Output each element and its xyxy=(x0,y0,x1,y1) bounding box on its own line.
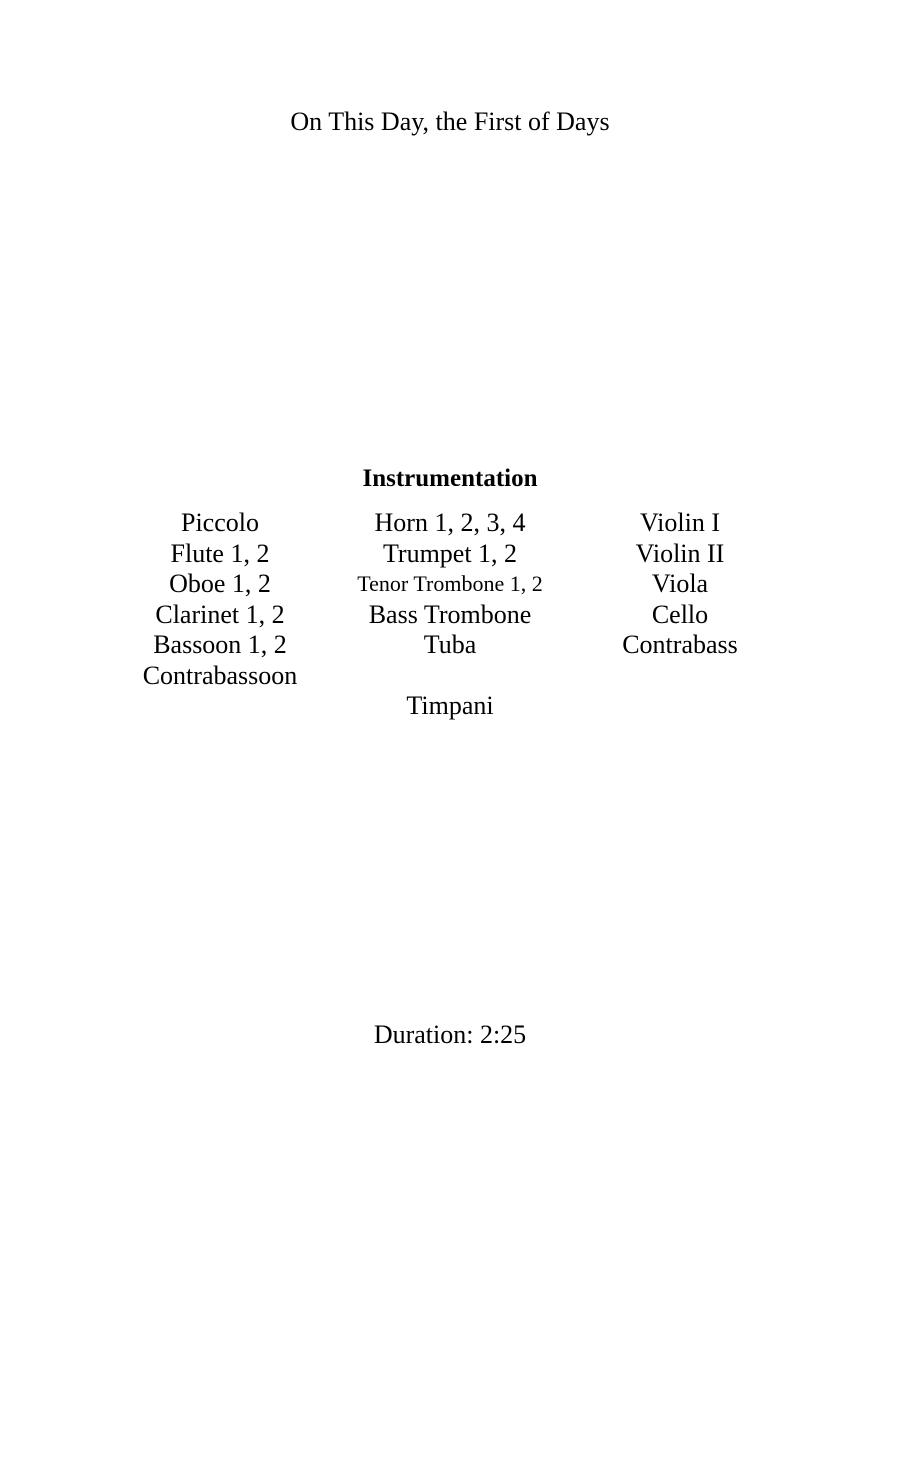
strings-column xyxy=(580,508,780,661)
instrument-item: Violin II xyxy=(635,538,725,568)
brass-column xyxy=(330,508,570,661)
instrument-item: Cello xyxy=(651,599,709,629)
instrument-item: Flute 1, 2 xyxy=(170,538,270,568)
instrument-item: Clarinet 1, 2 xyxy=(155,599,285,629)
instrument-item: Tenor Trombone 1, 2 xyxy=(357,571,543,596)
instrument-item: Bass Trombone xyxy=(368,599,532,629)
instrument-item: Trumpet 1, 2 xyxy=(382,538,518,568)
page-title: On This Day, the First of Days xyxy=(290,107,610,136)
duration-text: Duration: 2:25 xyxy=(373,1020,527,1049)
instrument-item: Viola xyxy=(651,569,709,598)
instrument-item: Piccolo xyxy=(181,508,259,537)
instrument-item: Horn 1, 2, 3, 4 xyxy=(374,508,526,537)
percussion-item: Timpani xyxy=(406,691,494,720)
woodwinds-column xyxy=(120,508,320,691)
instrumentation-heading: Instrumentation xyxy=(362,465,538,492)
instrument-item: Violin I xyxy=(639,508,721,537)
instrument-item: Contrabassoon xyxy=(142,660,298,690)
instrument-item: Oboe 1, 2 xyxy=(169,569,271,598)
instrument-item: Contrabass xyxy=(622,630,738,659)
instrument-item: Tuba xyxy=(423,630,477,659)
instrument-item: Bassoon 1, 2 xyxy=(153,630,287,659)
